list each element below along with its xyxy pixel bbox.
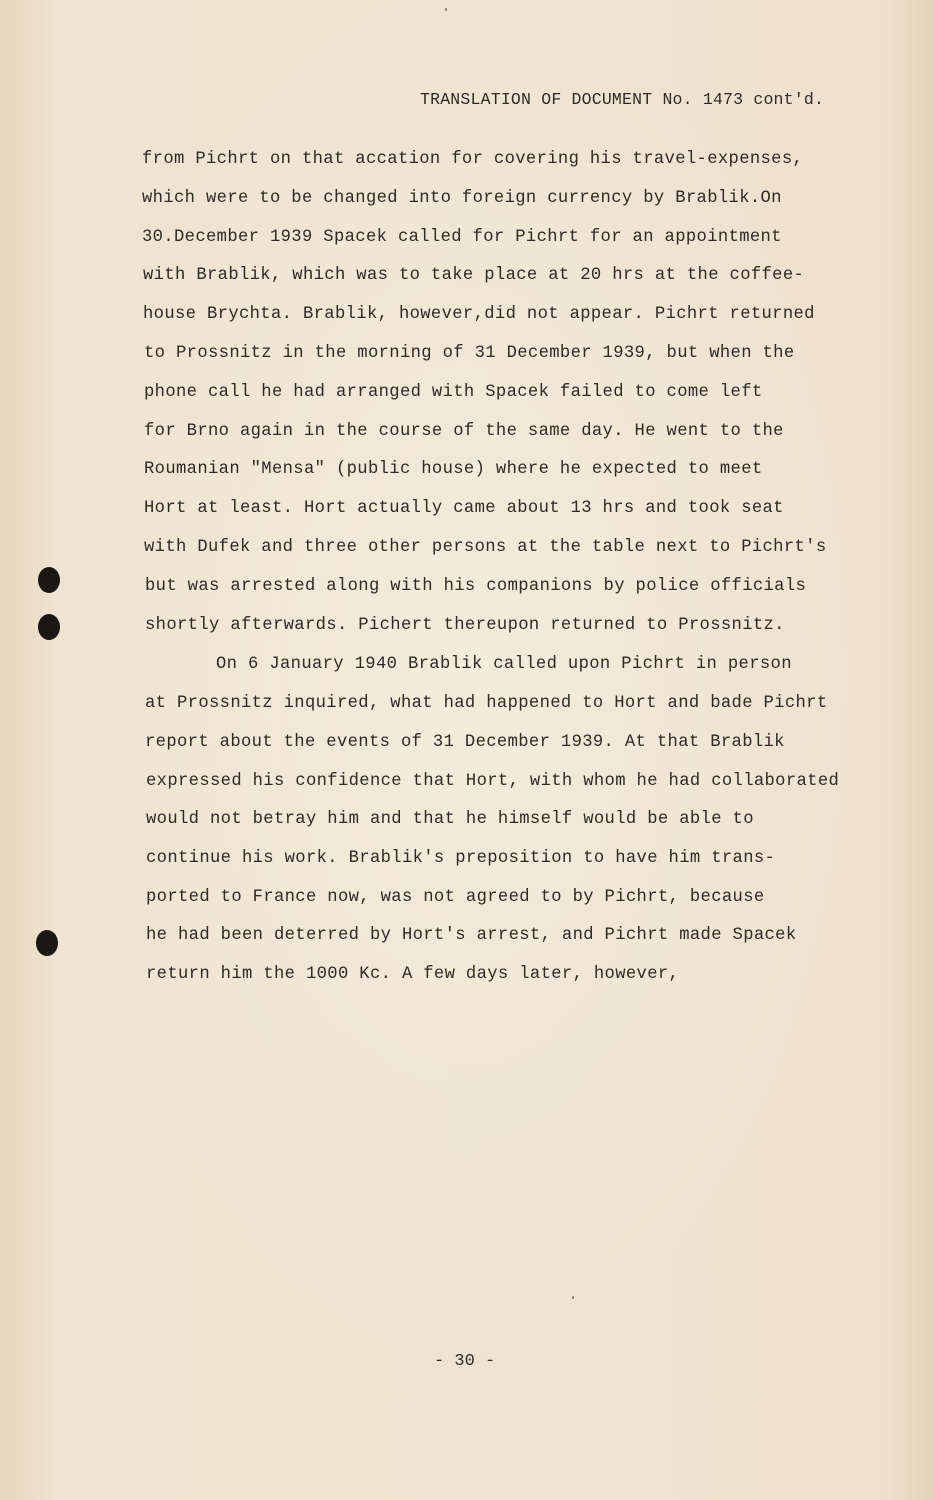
- body-line: shortly afterwards. Pichert thereupon returned to Prossnitz.: [145, 616, 785, 635]
- body-line: expressed his confidence that Hort, with whom he had collaborated: [146, 772, 840, 791]
- punch-hole: [38, 614, 60, 640]
- body-line: Hort at least. Hort actually came about 13 hrs and took seat: [144, 499, 784, 518]
- body-line: return him the 1000 Kc. A few days later, however,: [146, 965, 680, 984]
- body-line: house Brychta. Brablik, however,did not appear. Pichrt returned: [143, 305, 815, 324]
- body-line: at Prossnitz inquired, what had happened to Hort and bade Pichrt: [145, 694, 828, 713]
- body-line: On 6 January 1940 Brablik called upon Pichrt in person: [216, 655, 792, 674]
- body-line: 30.December 1939 Spacek called for Pichrt for an appointment: [142, 228, 782, 247]
- body-line: Roumanian "Mensa" (public house) where he expected to meet: [144, 460, 763, 479]
- body-line: would not betray him and that he himself would be able to: [146, 810, 754, 829]
- body-line: from Pichrt on that accation for covering his travel-expenses,: [142, 150, 804, 169]
- body-line: to Prossnitz in the morning of 31 December 1939, but when the: [144, 344, 795, 363]
- body-line: for Brno again in the course of the same day. He went to the: [144, 422, 784, 441]
- body-line: ported to France now, was not agreed to by Pichrt, because: [146, 888, 765, 907]
- body-line: report about the events of 31 December 1939. At that Brablik: [145, 733, 785, 752]
- body-line: continue his work. Brablik's preposition to have him trans-: [146, 849, 776, 868]
- body-line: with Brablik, which was to take place at 20 hrs at the coffee-: [143, 266, 805, 285]
- punch-hole: [36, 930, 58, 956]
- page-number: - 30 -: [434, 1352, 496, 1371]
- body-line: he had been deterred by Hort's arrest, and Pichrt made Spacek: [146, 926, 797, 945]
- paper-speck: [445, 8, 447, 11]
- body-line: phone call he had arranged with Spacek failed to come left: [144, 383, 763, 402]
- body-line: with Dufek and three other persons at the table next to Pichrt's: [144, 538, 827, 557]
- document-header: TRANSLATION OF DOCUMENT No. 1473 cont'd.: [420, 90, 825, 109]
- paper-speck: [572, 1296, 574, 1299]
- body-line: but was arrested along with his companions by police officials: [145, 577, 807, 596]
- body-line: which were to be changed into foreign currency by Brablik.On: [142, 189, 782, 208]
- punch-hole: [38, 567, 60, 593]
